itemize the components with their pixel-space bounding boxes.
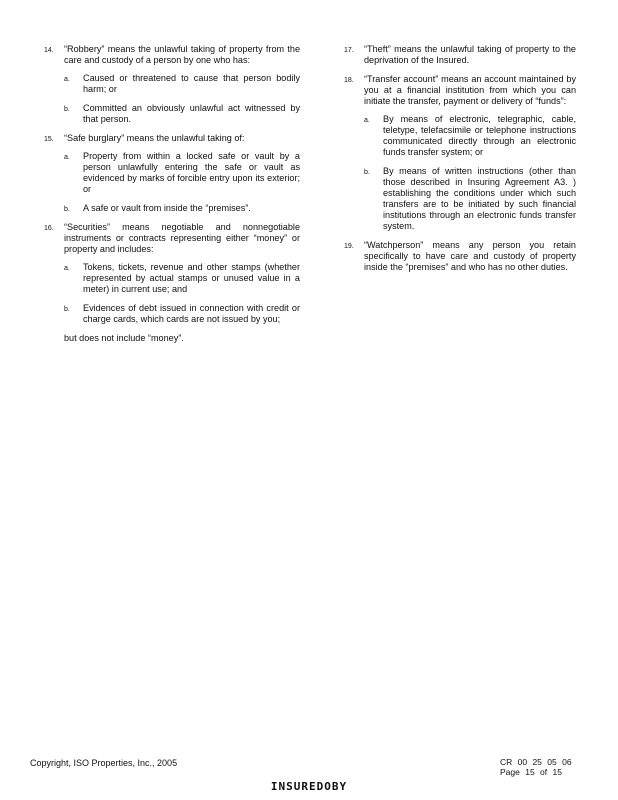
definition-item: [44, 133, 300, 214]
item-number: 16.: [44, 225, 54, 232]
subitem-letter: b.: [64, 306, 70, 313]
copyright-notice: Copyright, ISO Properties, Inc., 2005: [30, 758, 178, 768]
subitem-letter: a.: [64, 76, 70, 83]
item-text: “Robbery” means the unlawful taking of property from the care and custody of a person by one who has:: [64, 44, 300, 65]
item-text: “Securities” means negotiable and nonnegotiable instruments or contracts representing either “money” or property and includes:: [64, 222, 300, 254]
item-number: 17.: [344, 47, 354, 54]
item-text: “Transfer account” means an account maintained by you at a financial institution from which you can initiate the transfer, payment or delivery of “funds”:: [364, 74, 576, 106]
subitem: [364, 114, 576, 158]
subitem-letter: b.: [64, 106, 70, 113]
item-number: 14.: [44, 47, 54, 54]
subitem: [64, 151, 300, 195]
subitem: [64, 73, 300, 95]
right-column: [344, 44, 576, 281]
subitem-text: Committed an obviously unlawful act witnessed by that person.: [83, 103, 300, 124]
subitem: [64, 103, 300, 125]
subitem-text: Tokens, tickets, revenue and other stamps (whether represented by actual stamps or unused value in a meter) in current use; and: [83, 262, 300, 294]
subitem-letter: b.: [364, 169, 370, 176]
subitem-letter: a.: [364, 117, 370, 124]
definition-item: [344, 44, 576, 66]
subitem-letter: a.: [64, 265, 70, 272]
subitem: [64, 303, 300, 325]
subitem: [64, 203, 300, 214]
subitem: [64, 262, 300, 295]
subitem: [364, 166, 576, 232]
form-info: [500, 757, 572, 777]
definition-item: [344, 74, 576, 232]
subitem-text: By means of written instructions (other than those described in Insuring Agreement A3. ) establishing the conditions under which such transfers are to be initiated by such financial institutions through an electronic funds transfer system.: [383, 166, 576, 231]
item-number: 18.: [344, 77, 354, 84]
page-number: Page 15 of 15: [500, 767, 562, 777]
definition-item: [44, 222, 300, 344]
form-code: CR 00 25 05 06: [500, 757, 572, 767]
item-number: 19.: [344, 243, 354, 250]
subitem-text: Caused or threatened to cause that person bodily harm; or: [83, 73, 300, 94]
item-number: 15.: [44, 136, 54, 143]
subitem-text: By means of electronic, telegraphic, cable, teletype, telefacsimile or telephone instructions communicated directly through an electronic funds transfer system; or: [383, 114, 576, 157]
definition-item: [344, 240, 576, 273]
subitem-text: Property from within a locked safe or vault by a person unlawfully entering the safe or vault as evidenced by marks of forcible entry upon its exterior; or: [83, 151, 300, 194]
left-column: [44, 44, 300, 352]
item-text: “Theft” means the unlawful taking of property to the deprivation of the Insured.: [364, 44, 576, 65]
subitem-letter: b.: [64, 206, 70, 213]
watermark-stamp: INSUREDOBY: [270, 780, 348, 793]
subitem-text: A safe or vault from inside the “premises”.: [83, 203, 251, 213]
item-text: “Watchperson” means any person you retain specifically to have care and custody of property inside the “premises” and who has no other duties.: [364, 240, 576, 272]
item-closing-text: but does not include “money”.: [64, 333, 184, 343]
definition-item: [44, 44, 300, 125]
item-text: “Safe burglary” means the unlawful taking of:: [64, 133, 245, 143]
subitem-letter: a.: [64, 154, 70, 161]
subitem-text: Evidences of debt issued in connection with credit or charge cards, which cards are not issued by you;: [83, 303, 300, 324]
